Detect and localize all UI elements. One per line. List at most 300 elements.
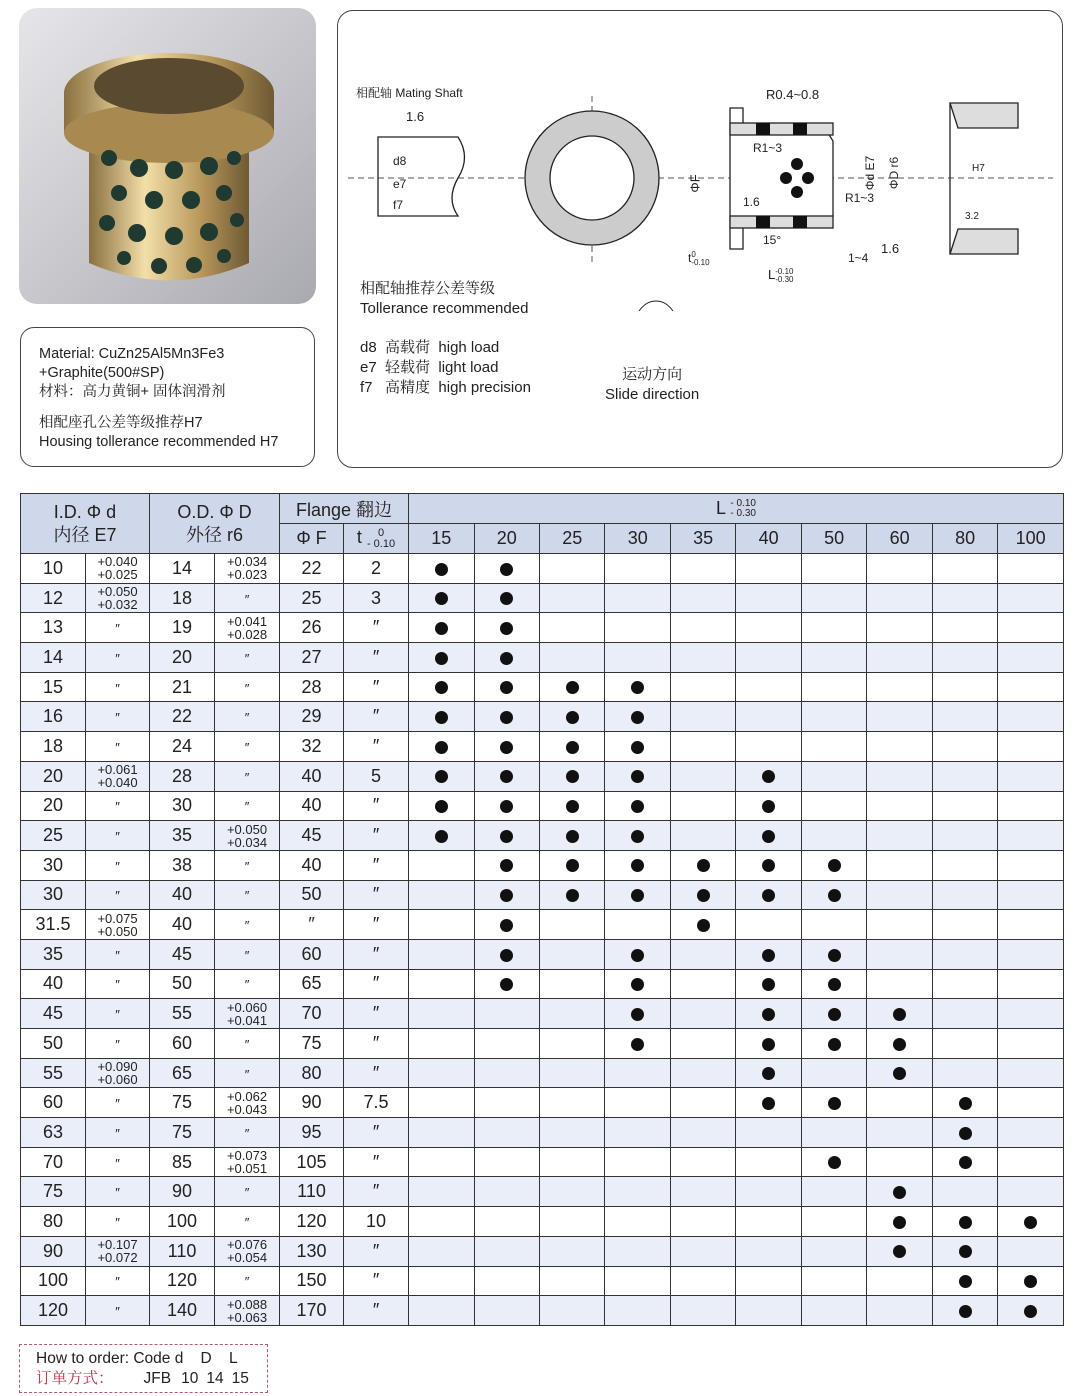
length-cell-15 xyxy=(409,821,474,851)
length-cell-25 xyxy=(539,613,604,643)
flange-diameter-cell: 32 xyxy=(280,732,344,762)
length-cell-80 xyxy=(932,1088,997,1118)
id-cell: 80 xyxy=(21,1207,86,1237)
length-cell-20 xyxy=(474,613,539,643)
length-cell-20 xyxy=(474,672,539,702)
length-cell-60 xyxy=(867,1088,932,1118)
od-cell: 110 xyxy=(150,1236,215,1266)
length-cell-80 xyxy=(932,999,997,1029)
available-dot xyxy=(631,859,644,872)
od-cell: 35 xyxy=(150,821,215,851)
length-cell-50 xyxy=(801,999,866,1029)
length-cell-40 xyxy=(736,1266,801,1296)
length-cell-40 xyxy=(736,850,801,880)
id-tolerance-cell: ″ xyxy=(86,732,150,762)
flange-thickness-cell: ″ xyxy=(344,702,409,732)
id-tolerance-cell: ″ xyxy=(86,791,150,821)
id-tolerance-cell: ″ xyxy=(86,1029,150,1059)
id-cell: 14 xyxy=(21,643,86,673)
available-dot xyxy=(435,830,448,843)
length-cell-30 xyxy=(605,613,670,643)
id-tolerance-cell: ″ xyxy=(86,1296,150,1326)
dimension-label: Φd E7 xyxy=(863,155,878,191)
length-cell-25 xyxy=(539,910,604,940)
id-tolerance-cell: ″ xyxy=(86,999,150,1029)
length-cell-80 xyxy=(932,1236,997,1266)
od-tolerance-cell: +0.060 +0.041 xyxy=(215,999,280,1029)
id-cell: 60 xyxy=(21,1088,86,1118)
available-dot xyxy=(435,711,448,724)
table-row xyxy=(21,791,1064,821)
available-dot xyxy=(566,889,579,902)
id-tolerance-cell: ″ xyxy=(86,850,150,880)
available-dot xyxy=(828,1097,841,1110)
length-cell-100 xyxy=(998,1118,1064,1148)
length-cell-30 xyxy=(605,910,670,940)
length-cell-20 xyxy=(474,583,539,613)
length-cell-25 xyxy=(539,1207,604,1237)
radius-label: R1~3 xyxy=(845,191,875,205)
available-dot xyxy=(631,830,644,843)
length-cell-25 xyxy=(539,1118,604,1148)
available-dot xyxy=(762,859,775,872)
flange-diameter-cell: 50 xyxy=(280,880,344,910)
length-cell-50 xyxy=(801,969,866,999)
od-cell: 65 xyxy=(150,1058,215,1088)
length-cell-100 xyxy=(998,1236,1064,1266)
length-cell-60 xyxy=(867,939,932,969)
table-row xyxy=(21,821,1064,851)
available-dot xyxy=(435,741,448,754)
table-row xyxy=(21,910,1064,940)
header-f: Φ F xyxy=(280,524,344,554)
length-cell-30 xyxy=(605,1296,670,1326)
header-l-20: 20 xyxy=(474,524,539,554)
available-dot xyxy=(1024,1305,1037,1318)
length-cell-50 xyxy=(801,1029,866,1059)
id-cell: 75 xyxy=(21,1177,86,1207)
length-cell-15 xyxy=(409,1266,474,1296)
od-cell: 75 xyxy=(150,1088,215,1118)
available-dot xyxy=(1024,1216,1037,1229)
length-cell-50 xyxy=(801,1296,866,1326)
length-cell-15 xyxy=(409,939,474,969)
length-cell-30 xyxy=(605,672,670,702)
length-cell-25 xyxy=(539,880,604,910)
available-dot xyxy=(500,800,513,813)
od-tolerance-cell: ″ xyxy=(215,1029,280,1059)
length-cell-40 xyxy=(736,969,801,999)
available-dot xyxy=(893,1008,906,1021)
length-cell-25 xyxy=(539,1296,604,1326)
header-flange: Flange 翻边 xyxy=(280,494,409,524)
available-dot xyxy=(500,622,513,635)
flange-diameter-cell: 105 xyxy=(280,1147,344,1177)
length-cell-50 xyxy=(801,643,866,673)
flange-diameter-cell: 25 xyxy=(280,583,344,613)
length-cell-35 xyxy=(670,732,735,762)
length-cell-25 xyxy=(539,1088,604,1118)
length-cell-35 xyxy=(670,761,735,791)
available-dot xyxy=(435,800,448,813)
available-dot xyxy=(828,859,841,872)
length-cell-40 xyxy=(736,1296,801,1326)
available-dot xyxy=(631,770,644,783)
od-tolerance-cell: ″ xyxy=(215,969,280,999)
length-cell-20 xyxy=(474,821,539,851)
od-cell: 100 xyxy=(150,1207,215,1237)
length-cell-20 xyxy=(474,939,539,969)
length-cell-100 xyxy=(998,1088,1064,1118)
available-dot xyxy=(893,1067,906,1080)
material-info-box xyxy=(20,327,315,467)
length-cell-80 xyxy=(932,939,997,969)
length-cell-40 xyxy=(736,999,801,1029)
length-cell-15 xyxy=(409,554,474,584)
flange-diameter-cell: 130 xyxy=(280,1236,344,1266)
od-tolerance-cell: ″ xyxy=(215,643,280,673)
id-cell: 45 xyxy=(21,999,86,1029)
available-dot xyxy=(959,1156,972,1169)
flange-diameter-cell: 75 xyxy=(280,1029,344,1059)
available-dot xyxy=(500,741,513,754)
length-cell-40 xyxy=(736,554,801,584)
length-cell-100 xyxy=(998,1296,1064,1326)
length-cell-20 xyxy=(474,1296,539,1326)
flange-diameter-cell: 27 xyxy=(280,643,344,673)
available-dot xyxy=(762,770,775,783)
length-cell-30 xyxy=(605,732,670,762)
flange-diameter-cell: 26 xyxy=(280,613,344,643)
length-cell-15 xyxy=(409,910,474,940)
id-cell: 30 xyxy=(21,850,86,880)
flange-diameter-cell: ″ xyxy=(280,910,344,940)
header-l-60: 60 xyxy=(867,524,932,554)
length-cell-50 xyxy=(801,1177,866,1207)
table-row xyxy=(21,1147,1064,1177)
od-cell: 50 xyxy=(150,969,215,999)
table-row xyxy=(21,1058,1064,1088)
od-tolerance-cell: ″ xyxy=(215,1177,280,1207)
length-cell-100 xyxy=(998,702,1064,732)
length-cell-80 xyxy=(932,702,997,732)
flange-diameter-cell: 120 xyxy=(280,1207,344,1237)
length-cell-80 xyxy=(932,554,997,584)
available-dot xyxy=(893,1216,906,1229)
length-cell-60 xyxy=(867,969,932,999)
od-tolerance-cell: ″ xyxy=(215,1266,280,1296)
length-cell-60 xyxy=(867,1177,932,1207)
length-cell-80 xyxy=(932,583,997,613)
length-cell-50 xyxy=(801,850,866,880)
od-tolerance-cell: +0.062 +0.043 xyxy=(215,1088,280,1118)
available-dot xyxy=(631,800,644,813)
length-cell-25 xyxy=(539,1147,604,1177)
id-tolerance-cell: ″ xyxy=(86,643,150,673)
flange-thickness-cell: ″ xyxy=(344,1266,409,1296)
length-cell-50 xyxy=(801,1088,866,1118)
available-dot xyxy=(435,681,448,694)
flange-thickness-cell: 5 xyxy=(344,761,409,791)
length-cell-20 xyxy=(474,1029,539,1059)
length-cell-35 xyxy=(670,969,735,999)
length-cell-80 xyxy=(932,850,997,880)
table-row xyxy=(21,1177,1064,1207)
length-cell-50 xyxy=(801,1147,866,1177)
flange-thickness-cell: ″ xyxy=(344,1029,409,1059)
length-cell-20 xyxy=(474,1207,539,1237)
length-cell-20 xyxy=(474,999,539,1029)
od-tolerance-cell: ″ xyxy=(215,672,280,702)
id-cell: 15 xyxy=(21,672,86,702)
od-tolerance-cell: +0.034 +0.023 xyxy=(215,554,280,584)
header-l-40: 40 xyxy=(736,524,801,554)
length-cell-25 xyxy=(539,850,604,880)
id-cell: 55 xyxy=(21,1058,86,1088)
length-cell-80 xyxy=(932,761,997,791)
available-dot xyxy=(697,859,710,872)
flange-diameter-cell: 60 xyxy=(280,939,344,969)
flange-thickness-cell: ″ xyxy=(344,1177,409,1207)
header-od: O.D. Φ D 外径 r6 xyxy=(150,494,280,554)
length-cell-15 xyxy=(409,1088,474,1118)
id-cell: 20 xyxy=(21,791,86,821)
available-dot xyxy=(566,800,579,813)
length-cell-35 xyxy=(670,1177,735,1207)
od-cell: 140 xyxy=(150,1296,215,1326)
available-dot xyxy=(762,830,775,843)
length-cell-50 xyxy=(801,583,866,613)
length-cell-35 xyxy=(670,1266,735,1296)
available-dot xyxy=(500,919,513,932)
flange-thickness-cell: 3 xyxy=(344,583,409,613)
length-cell-20 xyxy=(474,1058,539,1088)
available-dot xyxy=(500,949,513,962)
length-cell-35 xyxy=(670,791,735,821)
length-cell-60 xyxy=(867,1207,932,1237)
id-tolerance-cell: +0.050 +0.032 xyxy=(86,583,150,613)
id-cell: 12 xyxy=(21,583,86,613)
length-cell-50 xyxy=(801,672,866,702)
available-dot xyxy=(697,919,710,932)
length-cell-35 xyxy=(670,1118,735,1148)
id-tolerance-cell: ″ xyxy=(86,1118,150,1148)
od-cell: 14 xyxy=(150,554,215,584)
od-tolerance-cell: ″ xyxy=(215,850,280,880)
length-cell-15 xyxy=(409,643,474,673)
length-cell-80 xyxy=(932,732,997,762)
length-cell-60 xyxy=(867,850,932,880)
length-cell-60 xyxy=(867,910,932,940)
length-cell-30 xyxy=(605,969,670,999)
length-cell-100 xyxy=(998,791,1064,821)
available-dot xyxy=(828,1156,841,1169)
length-cell-30 xyxy=(605,583,670,613)
length-cell-25 xyxy=(539,821,604,851)
available-dot xyxy=(828,978,841,991)
flange-diameter-cell: 90 xyxy=(280,1088,344,1118)
length-cell-60 xyxy=(867,1296,932,1326)
length-cell-25 xyxy=(539,1177,604,1207)
length-cell-60 xyxy=(867,1147,932,1177)
flange-thickness-cell: ″ xyxy=(344,880,409,910)
length-cell-30 xyxy=(605,643,670,673)
length-cell-20 xyxy=(474,791,539,821)
length-cell-15 xyxy=(409,850,474,880)
od-tolerance-cell: ″ xyxy=(215,702,280,732)
table-row xyxy=(21,1266,1064,1296)
length-cell-50 xyxy=(801,910,866,940)
table-row xyxy=(21,613,1064,643)
table-row xyxy=(21,969,1064,999)
length-cell-40 xyxy=(736,1088,801,1118)
flange-diameter-cell: 40 xyxy=(280,761,344,791)
length-cell-40 xyxy=(736,732,801,762)
flange-thickness-cell: 10 xyxy=(344,1207,409,1237)
flange-diameter-cell: 65 xyxy=(280,969,344,999)
length-cell-20 xyxy=(474,643,539,673)
flange-thickness-cell: ″ xyxy=(344,1296,409,1326)
available-dot xyxy=(631,1038,644,1051)
available-dot xyxy=(500,652,513,665)
length-cell-100 xyxy=(998,643,1064,673)
id-cell: 16 xyxy=(21,702,86,732)
length-cell-100 xyxy=(998,583,1064,613)
od-cell: 75 xyxy=(150,1118,215,1148)
radius-label: R0.4~0.8 xyxy=(766,87,820,102)
length-cell-35 xyxy=(670,1207,735,1237)
length-cell-60 xyxy=(867,821,932,851)
flange-thickness-cell: ″ xyxy=(344,999,409,1029)
flange-diameter-cell: 40 xyxy=(280,850,344,880)
length-cell-80 xyxy=(932,1296,997,1326)
length-cell-30 xyxy=(605,1207,670,1237)
available-dot xyxy=(435,622,448,635)
flange-diameter-cell: 45 xyxy=(280,821,344,851)
od-cell: 18 xyxy=(150,583,215,613)
available-dot xyxy=(500,859,513,872)
available-dot xyxy=(435,592,448,605)
length-cell-50 xyxy=(801,939,866,969)
available-dot xyxy=(697,889,710,902)
flange-thickness-cell: ″ xyxy=(344,643,409,673)
available-dot xyxy=(893,1245,906,1258)
id-tolerance-cell: ″ xyxy=(86,1207,150,1237)
length-cell-35 xyxy=(670,910,735,940)
id-cell: 31.5 xyxy=(21,910,86,940)
available-dot xyxy=(1024,1275,1037,1288)
header-id: I.D. Φ d 内径 E7 xyxy=(21,494,150,554)
length-cell-30 xyxy=(605,1266,670,1296)
length-cell-40 xyxy=(736,761,801,791)
od-cell: 40 xyxy=(150,910,215,940)
order-header: How to order: Code d D L xyxy=(36,1350,238,1367)
length-cell-35 xyxy=(670,821,735,851)
flange-thickness-cell: ″ xyxy=(344,672,409,702)
length-cell-35 xyxy=(670,1058,735,1088)
available-dot xyxy=(435,563,448,576)
header-l-25: 25 xyxy=(539,524,604,554)
length-cell-50 xyxy=(801,1118,866,1148)
od-tolerance-cell: +0.050 +0.034 xyxy=(215,821,280,851)
length-cell-50 xyxy=(801,1236,866,1266)
length-cell-60 xyxy=(867,583,932,613)
length-cell-80 xyxy=(932,880,997,910)
length-cell-60 xyxy=(867,1236,932,1266)
length-cell-50 xyxy=(801,1058,866,1088)
flange-thickness-cell: ″ xyxy=(344,910,409,940)
id-cell: 18 xyxy=(21,732,86,762)
id-cell: 50 xyxy=(21,1029,86,1059)
length-cell-20 xyxy=(474,702,539,732)
available-dot xyxy=(959,1097,972,1110)
length-cell-40 xyxy=(736,939,801,969)
length-cell-25 xyxy=(539,969,604,999)
length-cell-100 xyxy=(998,821,1064,851)
table-row xyxy=(21,672,1064,702)
flange-thickness-cell: ″ xyxy=(344,1118,409,1148)
length-cell-20 xyxy=(474,1147,539,1177)
length-cell-60 xyxy=(867,732,932,762)
od-tolerance-cell: ″ xyxy=(215,880,280,910)
header-l-50: 50 xyxy=(801,524,866,554)
length-cell-30 xyxy=(605,821,670,851)
id-tolerance-cell: +0.090 +0.060 xyxy=(86,1058,150,1088)
table-row xyxy=(21,1118,1064,1148)
header-length: L - 0.10 - 0.30 xyxy=(409,494,1064,524)
length-cell-40 xyxy=(736,1058,801,1088)
length-cell-80 xyxy=(932,1266,997,1296)
length-cell-100 xyxy=(998,1147,1064,1177)
length-cell-60 xyxy=(867,1266,932,1296)
length-cell-80 xyxy=(932,1118,997,1148)
available-dot xyxy=(762,1038,775,1051)
od-tolerance-cell: ″ xyxy=(215,939,280,969)
length-cell-100 xyxy=(998,554,1064,584)
length-cell-60 xyxy=(867,643,932,673)
length-cell-40 xyxy=(736,702,801,732)
grade-label: f7 xyxy=(393,198,404,212)
length-cell-100 xyxy=(998,761,1064,791)
available-dot xyxy=(500,592,513,605)
available-dot xyxy=(631,949,644,962)
available-dot xyxy=(500,889,513,902)
length-cell-60 xyxy=(867,1029,932,1059)
housing-label: H7 xyxy=(972,163,985,174)
id-cell: 20 xyxy=(21,761,86,791)
available-dot xyxy=(566,681,579,694)
length-cell-100 xyxy=(998,1266,1064,1296)
id-tolerance-cell: +0.075 +0.050 xyxy=(86,910,150,940)
length-cell-20 xyxy=(474,1266,539,1296)
header-l-15: 15 xyxy=(409,524,474,554)
length-cell-60 xyxy=(867,613,932,643)
available-dot xyxy=(762,1008,775,1021)
available-dot xyxy=(566,741,579,754)
available-dot xyxy=(500,978,513,991)
id-cell: 10 xyxy=(21,554,86,584)
od-tolerance-cell: ″ xyxy=(215,583,280,613)
length-cell-35 xyxy=(670,1147,735,1177)
header-l-35: 35 xyxy=(670,524,735,554)
available-dot xyxy=(435,770,448,783)
length-cell-80 xyxy=(932,643,997,673)
length-cell-30 xyxy=(605,1058,670,1088)
length-cell-30 xyxy=(605,1118,670,1148)
length-cell-60 xyxy=(867,1058,932,1088)
length-cell-40 xyxy=(736,613,801,643)
available-dot xyxy=(959,1127,972,1140)
